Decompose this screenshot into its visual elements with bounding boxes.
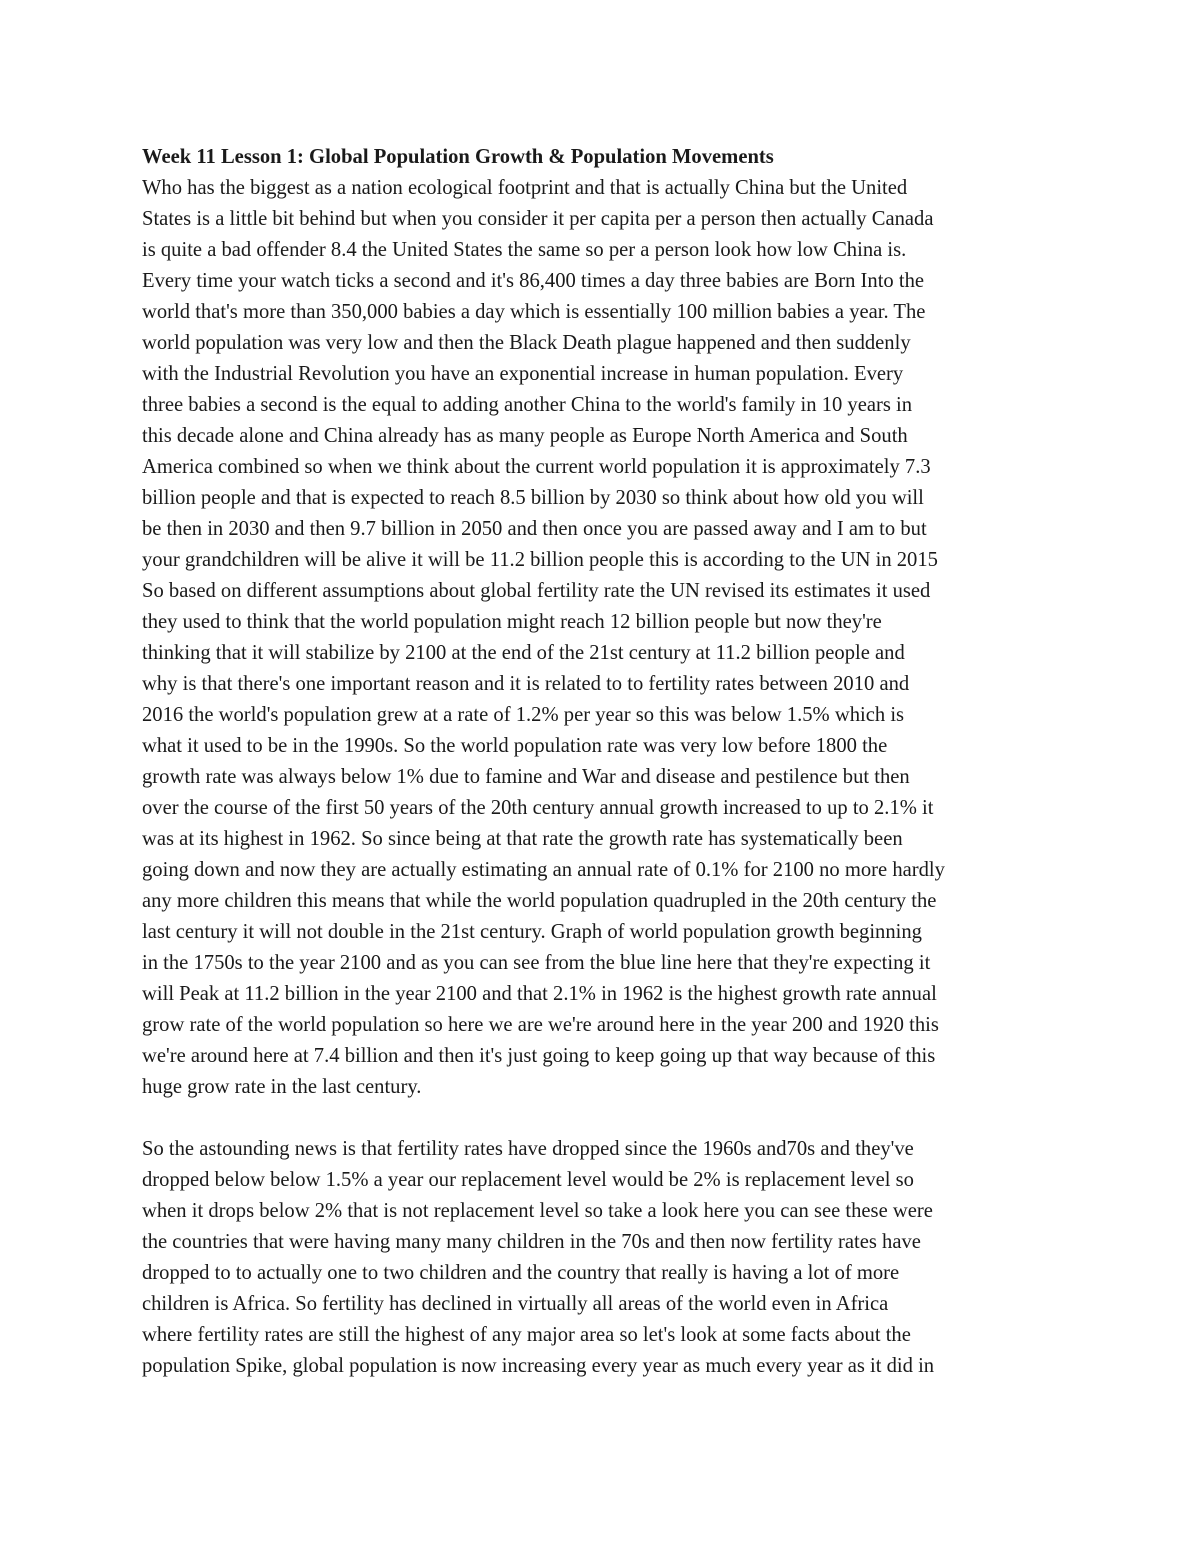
text-line: billion people and that is expected to reach 8.5 billion by 2030 so think about how old you will xyxy=(142,487,924,509)
text-line: is quite a bad offender 8.4 the United States the same so per a person look how low China is. xyxy=(142,239,907,261)
text-line: So the astounding news is that fertility rates have dropped since the 1960s and70s and they've xyxy=(142,1138,914,1160)
text-line: they used to think that the world population might reach 12 billion people but now they're xyxy=(142,611,882,633)
text-line: when it drops below 2% that is not replacement level so take a look here you can see these were xyxy=(142,1200,933,1222)
text-line: why is that there's one important reason and it is related to to fertility rates between 2010 and xyxy=(142,673,910,695)
text-line: in the 1750s to the year 2100 and as you can see from the blue line here that they're expecting it xyxy=(142,952,931,974)
text-line: dropped below below 1.5% a year our replacement level would be 2% is replacement level so xyxy=(142,1169,914,1191)
text-line: three babies a second is the equal to adding another China to the world's family in 10 years in xyxy=(142,394,913,416)
text-line: what it used to be in the 1990s. So the world population rate was very low before 1800 the xyxy=(142,735,888,757)
paragraph-1 xyxy=(142,173,1062,1103)
text-line: huge grow rate in the last century. xyxy=(142,1076,422,1098)
text-line: world population was very low and then the Black Death plague happened and then suddenly xyxy=(142,332,911,354)
text-line: any more children this means that while the world population quadrupled in the 20th century the xyxy=(142,890,937,912)
text-line: the countries that were having many many children in the 70s and then now fertility rates have xyxy=(142,1231,921,1253)
text-line: America combined so when we think about the current world population it is approximately 7.3 xyxy=(142,456,931,478)
text-line: your grandchildren will be alive it will be 11.2 billion people this is according to the UN in 2015 xyxy=(142,549,938,571)
text-line: world that's more than 350,000 babies a day which is essentially 100 million babies a year. The xyxy=(142,301,926,323)
paragraph-spacer xyxy=(142,1103,1062,1134)
text-line: was at its highest in 1962. So since being at that rate the growth rate has systematically been xyxy=(142,828,903,850)
text-line: thinking that it will stabilize by 2100 at the end of the 21st century at 11.2 billion people and xyxy=(142,642,905,664)
text-line: last century it will not double in the 21st century. Graph of world population growth beginning xyxy=(142,921,922,943)
text-line: this decade alone and China already has as many people as Europe North America and South xyxy=(142,425,908,447)
paragraph-2 xyxy=(142,1134,1062,1382)
text-line: Every time your watch ticks a second and it's 86,400 times a day three babies are Born Into the xyxy=(142,270,925,292)
text-line: population Spike, global population is now increasing every year as much every year as it did in xyxy=(142,1355,935,1377)
text-line: dropped to to actually one to two children and the country that really is having a lot of more xyxy=(142,1262,900,1284)
text-line: where fertility rates are still the highest of any major area so let's look at some facts about the xyxy=(142,1324,911,1346)
text-line: we're around here at 7.4 billion and then it's just going to keep going up that way because of this xyxy=(142,1045,936,1067)
text-line: will Peak at 11.2 billion in the year 2100 and that 2.1% in 1962 is the highest growth rate annual xyxy=(142,983,937,1005)
text-line: So based on different assumptions about global fertility rate the UN revised its estimates it used xyxy=(142,580,931,602)
text-line: with the Industrial Revolution you have an exponential increase in human population. Every xyxy=(142,363,904,385)
text-line: going down and now they are actually estimating an annual rate of 0.1% for 2100 no more hardly xyxy=(142,859,945,881)
text-line: over the course of the first 50 years of the 20th century annual growth increased to up to 2.1% it xyxy=(142,797,934,819)
document-body xyxy=(142,142,1062,1382)
document-title: Week 11 Lesson 1: Global Population Growth & Population Movements xyxy=(142,146,774,168)
text-line: grow rate of the world population so here we are we're around here in the year 200 and 1920 this xyxy=(142,1014,939,1036)
text-line: Who has the biggest as a nation ecological footprint and that is actually China but the United xyxy=(142,177,908,199)
text-line: 2016 the world's population grew at a rate of 1.2% per year so this was below 1.5% which is xyxy=(142,704,905,726)
text-line: be then in 2030 and then 9.7 billion in 2050 and then once you are passed away and I am to but xyxy=(142,518,927,540)
text-line: States is a little bit behind but when you consider it per capita per a person then actually Canada xyxy=(142,208,934,230)
text-line: children is Africa. So fertility has declined in virtually all areas of the world even in Africa xyxy=(142,1293,889,1315)
text-line: growth rate was always below 1% due to famine and War and disease and pestilence but then xyxy=(142,766,910,788)
